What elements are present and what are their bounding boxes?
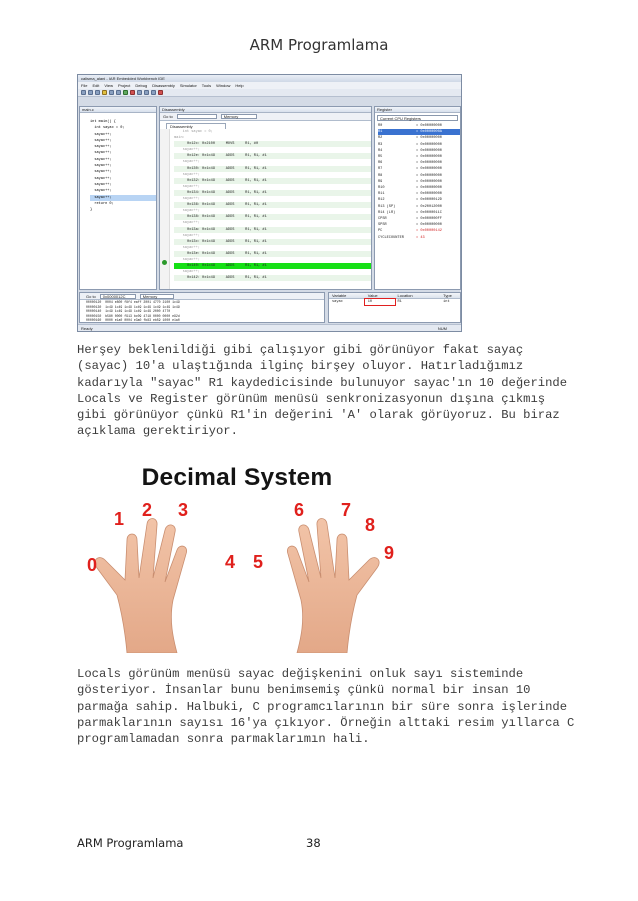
menu-item-edit[interactable]: Edit <box>92 83 100 88</box>
register-value: = 0x00000142 <box>416 229 442 234</box>
paragraph-locals-decimal <box>77 666 575 747</box>
right-hand <box>287 518 379 653</box>
register-name: R3 <box>378 142 383 147</box>
source-line: return 0; <box>90 201 114 206</box>
memory-zone-select[interactable]: Memory <box>140 294 174 299</box>
register-title: Register <box>375 107 460 113</box>
disassembly-row: 0x13c: 0x1c49 ADDS R1, R1, #1 <box>174 239 371 245</box>
text-line: Locals görünüm menüsü sayac değişkenini onluk sayı sisteminde <box>77 667 524 681</box>
text-line: programlamadan sonra parmaklarımın hali. <box>77 732 370 747</box>
register-value: = 0x00000000 <box>416 192 442 197</box>
source-pane <box>79 106 157 290</box>
locals-row[interactable] <box>329 299 460 305</box>
register-value: = 0x00000000 <box>416 148 442 153</box>
disassembly-row: 0x12c: 0x2100 MOVS R1, #0 <box>174 141 371 147</box>
text-line: Herşey beklenildiği gibi çalışıyor gibi görünüyor fakat sayaç <box>77 343 524 357</box>
register-value: = 0x0000011C <box>416 210 442 215</box>
memory-pane <box>79 292 325 323</box>
register-value: = 0x0000012D <box>416 198 442 203</box>
source-line: sayac++; <box>90 170 112 175</box>
disassembly-row: 0x132: 0x1c49 ADDS R1, R1, #1 <box>174 178 371 184</box>
disassembly-row: 0x13e: 0x1c49 ADDS R1, R1, #1 <box>174 251 371 257</box>
locals-column-header: Location <box>397 293 413 298</box>
digit-3: 3 <box>178 500 189 520</box>
locals-value: 10 <box>365 299 395 305</box>
source-line: sayac++; <box>90 145 112 150</box>
stop-icon[interactable] <box>130 90 135 95</box>
disassembly-row: sayac++; <box>174 148 200 153</box>
disassembly-row: sayac++; <box>174 209 200 214</box>
disassembly-row: sayac++; <box>174 221 200 226</box>
source-line: sayac++; <box>90 176 112 181</box>
text-line: kadarıyla "sayac" R1 kaydedicisinde bulunuyor sayac'ın 10 değerinde <box>77 375 568 390</box>
register-value: = 0x00000000 <box>416 161 442 166</box>
save-icon[interactable] <box>95 90 100 95</box>
disassembly-toolbar <box>160 113 371 121</box>
register-value: = 0x00000000 <box>416 167 442 172</box>
digit-2: 2 <box>142 500 153 520</box>
digit-6: 6 <box>294 500 305 520</box>
register-name: R14 (LR) <box>378 210 396 215</box>
register-name: SPSR <box>378 223 387 228</box>
ide-toolbar <box>78 89 461 97</box>
menu-item-tools[interactable]: Tools <box>201 83 212 88</box>
menu-item-view[interactable]: View <box>104 83 113 88</box>
digit-7: 7 <box>341 500 352 520</box>
menu-item-simulator[interactable]: Simulator <box>179 83 197 88</box>
ide-menu-bar <box>78 82 461 89</box>
register-name: R2 <box>378 136 383 141</box>
disassembly-row: sayac++; <box>174 184 200 189</box>
source-line: } <box>90 208 93 213</box>
decimal-system-image <box>77 460 397 653</box>
memory-zone-select[interactable]: Memory <box>221 114 257 119</box>
new-file-icon[interactable] <box>81 90 86 95</box>
register-value: = 0x00000000 <box>416 179 442 184</box>
register-name: R9 <box>378 179 383 184</box>
disassembly-row: sayac++; <box>174 160 200 165</box>
register-name: CPSR <box>378 217 387 222</box>
menu-item-project[interactable]: Project <box>117 83 131 88</box>
digit-0: 0 <box>87 555 98 575</box>
disassembly-row: 0x13a: 0x1c49 ADDS R1, R1, #1 <box>174 227 371 233</box>
memory-row: 00000130 1c49 1c49 1c49 1c49 1c49 1c49 1c49 1c49 <box>86 304 180 309</box>
digit-8: 8 <box>365 515 376 535</box>
locals-column-header: Variable <box>332 293 347 298</box>
disassembly-row: main: <box>174 136 185 141</box>
decimal-system-title: Decimal System <box>141 464 333 491</box>
breakpoint-icon[interactable] <box>158 90 163 95</box>
digit-5: 5 <box>253 552 264 572</box>
source-code <box>80 113 156 213</box>
locals-pane <box>328 292 461 323</box>
goto-label: Go to <box>163 114 173 119</box>
locals-type: int <box>443 300 450 304</box>
text-line: (sayac) 10'a ulaştığında ilginç birşey oluyor. Hatırladığımız <box>77 359 524 374</box>
status-ready: Ready <box>81 326 93 331</box>
source-line: sayac++; <box>90 189 112 194</box>
register-value: = 0x00000000 <box>416 155 442 160</box>
current-pc-arrow-icon <box>162 260 167 265</box>
locals-variable: sayac <box>332 300 343 304</box>
locals-column-header: Type <box>443 293 452 298</box>
register-value: = 0x00000000 <box>416 173 442 178</box>
disassembly-row: sayac++; <box>174 257 200 262</box>
menu-item-window[interactable]: Window <box>216 83 231 88</box>
register-value: = 0x00000000 <box>416 136 442 141</box>
register-value: = 0x00000000 <box>416 186 442 191</box>
copy-icon[interactable] <box>109 90 114 95</box>
locals-rows <box>329 299 460 305</box>
source-line: sayac++; <box>90 195 156 201</box>
register-name: R1 <box>378 130 383 135</box>
register-name: R13 (SP) <box>378 204 396 209</box>
register-name: R8 <box>378 173 383 178</box>
register-name: R4 <box>378 148 383 153</box>
ide-status-bar <box>78 324 461 331</box>
register-name: R6 <box>378 161 383 166</box>
page-footer-title: ARM Programlama <box>77 836 184 850</box>
open-icon[interactable] <box>88 90 93 95</box>
register-name: CYCLECOUNTER <box>378 235 404 240</box>
source-line: sayac++; <box>90 157 112 162</box>
menu-item-help[interactable]: Help <box>235 83 244 88</box>
menu-item-file[interactable]: File <box>81 83 88 88</box>
memory-toolbar <box>80 293 324 300</box>
disassembly-row: 0x142: 0x1c49 ADDS R1, R1, #1 <box>174 275 371 281</box>
digit-9: 9 <box>384 543 395 563</box>
page-number: 38 <box>306 836 321 850</box>
digit-1: 1 <box>114 509 125 529</box>
step-into-icon[interactable] <box>144 90 149 95</box>
disassembly-pane <box>159 106 372 290</box>
memory-dump <box>80 300 324 323</box>
ide-window-title: calisma_alani - IAR Embedded Workbench IDE <box>78 75 461 82</box>
register-value: = 0x20012000 <box>416 204 442 209</box>
source-line: sayac++; <box>90 164 112 169</box>
register-value: = 0x0000000A <box>416 130 442 135</box>
step-out-icon[interactable] <box>151 90 156 95</box>
paste-icon[interactable] <box>116 90 121 95</box>
memory-row: 00000150 b580 0000 f913 bc09 4718 0000 0000 e92d <box>86 313 180 318</box>
disassembly-row: 0x134: 0x1c49 ADDS R1, R1, #1 <box>174 190 371 196</box>
disassembly-row: sayac++; <box>174 172 200 177</box>
disassembly-row: sayac++; <box>174 197 200 202</box>
register-name: R0 <box>378 124 383 128</box>
text-line: Locals ve Register görünüm menüsü senkronizasyonun dışına çıkmış <box>77 391 546 406</box>
register-name: R10 <box>378 186 385 191</box>
memory-address-input[interactable]: 0x0000012C <box>100 294 136 299</box>
status-num: NUM <box>437 326 447 331</box>
memory-row: 00000120 0004 e800 f8f4 eaff 2001 4770 2100 1c49 <box>86 300 180 304</box>
go-icon[interactable] <box>123 90 128 95</box>
register-list <box>375 123 460 241</box>
disassembly-listing <box>160 129 371 281</box>
page-header: ARM Programlama <box>249 36 389 54</box>
paragraph-register-mismatch <box>77 342 567 440</box>
disassembly-row: 0x130: 0x1c49 ADDS R1, R1, #1 <box>174 166 371 172</box>
text-line: açıklama gerektiriyor. <box>77 424 238 439</box>
register-value: = 0x00000000 <box>416 142 442 147</box>
source-tab[interactable]: main.c <box>80 107 156 113</box>
disassembly-row: 0x138: 0x1c49 ADDS R1, R1, #1 <box>174 214 371 220</box>
disassembly-tab[interactable]: Disassembly <box>166 123 226 129</box>
memory-row: 00000140 1c49 1c49 1c49 1c49 1c49 2000 4770 <box>86 309 171 314</box>
source-line: sayac++; <box>90 182 112 187</box>
disassembly-row: sayac++; <box>174 233 200 238</box>
register-group-select[interactable]: Current CPU Registers <box>377 115 458 121</box>
disassembly-row: 0x136: 0x1c49 ADDS R1, R1, #1 <box>174 202 371 208</box>
source-line: int main() { <box>90 120 116 124</box>
disassembly-row: sayac++; <box>174 245 200 250</box>
disassembly-row: 0x12e: 0x1c49 ADDS R1, R1, #1 <box>174 153 371 159</box>
memory-row: 00000160 0000 e1a0 0004 e3a0 fb83 eb59 1000 e1a0 <box>86 318 180 323</box>
register-value: = 0x00000000 <box>416 124 442 128</box>
register-name: R7 <box>378 167 383 172</box>
text-line: parmağa sahip. Halbuki, C programcılarının bir süre sonra işlerinde <box>77 699 568 714</box>
register-pane <box>374 106 461 290</box>
register-value: = 0x000000FF <box>416 217 442 222</box>
step-over-icon[interactable] <box>137 90 142 95</box>
disassembly-title: Disassembly <box>160 107 371 113</box>
left-hand <box>95 518 187 653</box>
goto-input[interactable] <box>177 114 217 119</box>
locals-location: R1 <box>397 300 402 304</box>
menu-item-disassembly[interactable]: Disassembly <box>152 83 175 88</box>
source-line: sayac++; <box>90 132 112 137</box>
disassembly-row: sayac++; <box>174 270 200 275</box>
disassembly-gutter <box>160 129 170 289</box>
register-name: R11 <box>378 192 385 197</box>
register-value: = 43 <box>416 235 425 240</box>
menu-item-debug[interactable]: Debug <box>135 83 148 88</box>
register-name: PC <box>378 229 383 234</box>
source-line: sayac++; <box>90 138 112 143</box>
register-value: = 0x00000000 <box>416 223 442 228</box>
ide-screenshot <box>77 74 462 332</box>
digit-4: 4 <box>225 552 236 572</box>
source-line: int sayac = 0; <box>90 126 125 131</box>
register-row[interactable] <box>378 235 460 241</box>
disassembly-row: 0x140: 0x1c49 ADDS R1, R1, #1 <box>174 263 371 269</box>
text-line: parmaklarının sayısı 16'ya çıkıyor. Örneğin alttaki resim yıllarca C <box>77 715 575 730</box>
source-line: sayac++; <box>90 151 112 156</box>
disassembly-row: int sayac = 0; <box>174 130 213 134</box>
text-line: gibi görünüyor çünkü R1'in değerini 'A' olarak görüyoruz. Bu biraz <box>77 408 560 423</box>
register-name: R5 <box>378 155 383 160</box>
memory-goto-label: Go to <box>86 293 96 299</box>
text-line: gösteriyor. İnsanlar bunu benimsemiş çünkü normal bir insan 10 <box>77 683 531 698</box>
locals-column-header: Value <box>367 293 378 298</box>
register-name: R12 <box>378 198 385 203</box>
cut-icon[interactable] <box>102 90 107 95</box>
